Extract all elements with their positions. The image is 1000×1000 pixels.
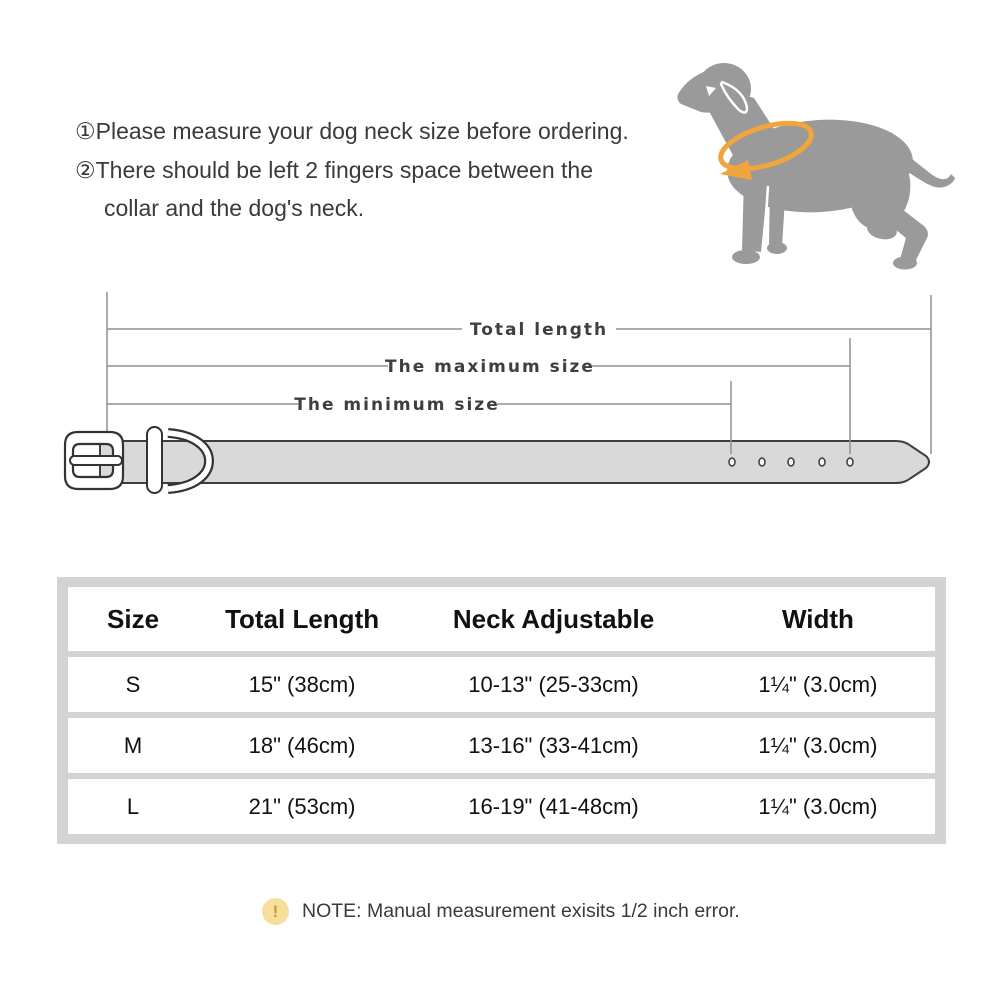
- instruction-line-3: collar and the dog's neck.: [104, 195, 365, 221]
- cell-neck-adjustable: 10-13" (25-33cm): [468, 671, 639, 697]
- table-row: [68, 718, 935, 773]
- exclamation-icon: !: [262, 898, 289, 925]
- buckle-prong: [70, 456, 122, 465]
- table-row: [68, 779, 935, 834]
- cell-total-length: 18" (46cm): [248, 732, 356, 758]
- measuring-instructions: [75, 112, 675, 228]
- cell-width: 1¼" (3.0cm): [758, 732, 878, 758]
- col-header-total-length: Total Length: [225, 603, 380, 634]
- collar-keeper-loop: [147, 427, 162, 493]
- cell-total-length: 15" (38cm): [248, 671, 356, 697]
- dog-silhouette: [677, 63, 955, 270]
- col-header-width: Width: [781, 603, 854, 634]
- instruction-line-1: ①Please measure your dog neck size before ordering.: [75, 118, 629, 144]
- cell-total-length: 21" (53cm): [248, 793, 356, 819]
- cell-size: L: [126, 793, 140, 819]
- measurement-note: [262, 898, 740, 925]
- cell-neck-adjustable: 16-19" (41-48cm): [468, 793, 639, 819]
- cell-size: S: [125, 671, 141, 697]
- table-header-row: [68, 587, 935, 651]
- note-text: NOTE: Manual measurement exisits 1/2 inch error.: [302, 900, 740, 922]
- cell-neck-adjustable: 13-16" (33-41cm): [468, 732, 639, 758]
- cell-size: M: [123, 732, 143, 758]
- size-chart-table: [57, 577, 946, 844]
- collar-band: [100, 441, 929, 483]
- minimum-size-label: The minimum size: [294, 395, 500, 415]
- cell-width: 1¼" (3.0cm): [758, 671, 878, 697]
- instruction-line-2: ②There should be left 2 fingers space between the: [75, 156, 593, 183]
- dog-illustration: [650, 40, 970, 280]
- cell-width: 1¼" (3.0cm): [758, 793, 878, 819]
- col-header-size: Size: [107, 603, 160, 634]
- collar-measurement-diagram: [0, 280, 1000, 540]
- col-header-neck-adjustable: Neck Adjustable: [452, 603, 655, 634]
- total-length-label: Total length: [469, 320, 609, 340]
- table-row: [68, 657, 935, 712]
- maximum-size-label: The maximum size: [385, 357, 595, 377]
